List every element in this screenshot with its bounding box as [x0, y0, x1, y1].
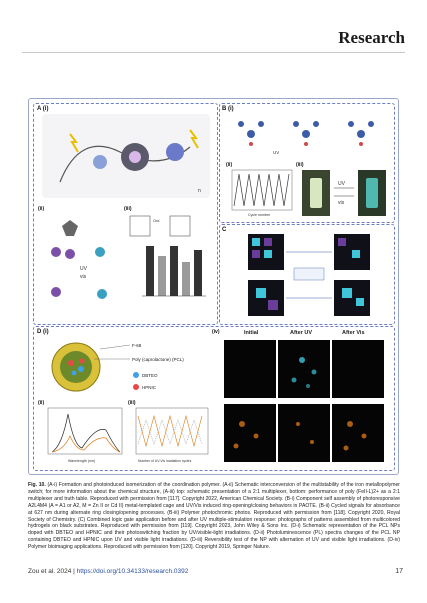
panel-d-iii-label: (iii) — [128, 400, 136, 406]
b-iii-uv-label: UV — [338, 181, 345, 187]
header-rule — [22, 52, 405, 53]
panel-d-label: D (i) — [37, 329, 49, 335]
hpnic-label: HPNIC — [142, 385, 157, 390]
caption-lead: Fig. 10. — [28, 482, 46, 488]
figure-caption — [28, 482, 400, 551]
b-iii-vis-label: vis — [338, 200, 345, 206]
after-uv-label: After UV — [290, 330, 313, 336]
panel-c-label: C — [222, 227, 227, 233]
panel-a-label: A (i) — [37, 106, 49, 112]
panel-d-i-image — [44, 335, 194, 397]
panel-b-i-image — [226, 112, 390, 162]
a-iii-out-label: Out — [153, 218, 160, 223]
panel-b-label: B (i) — [222, 106, 234, 112]
dbteo-label: DBTEO — [142, 373, 158, 378]
a-ii-uv-label: UV — [80, 266, 87, 272]
f68-label: F-68 — [132, 343, 142, 348]
footer-citation — [28, 568, 188, 575]
panel-d-ii-chart — [40, 406, 126, 466]
panel-b-iii-photos — [298, 168, 390, 218]
initial-label: Initial — [244, 330, 259, 336]
panel-d-iv-images — [222, 338, 388, 466]
panel-b-ii-chart — [226, 168, 294, 218]
panel-a-iii-label: (iii) — [124, 206, 132, 212]
doi-link[interactable]: https://doi.org/10.34133/research.0392 — [76, 568, 189, 575]
d-iii-xlabel: Number of UV-Vis irradiation cycles — [138, 459, 192, 463]
a-ii-vis-label: vis — [80, 274, 87, 280]
page-number: 17 — [395, 568, 403, 575]
panel-d-iv-label: (iv) — [212, 329, 220, 335]
caption-text: (A-i) Formation and photoinduced isomerization of the coordination polymer. (A-ii) Schematic interconversion of the multistability of the iron metallopolymer switch; for more information about the chemical structure, (A-iii) top: schematic presentation of a 2:1 multiplexer, bottom: performance of poly (FeII-L)2+ as a 2:1 multiplexer and truth table. Reproduced with permission from [117]. Copyright 2022, American Chemical Society. (B-i) Component self assembly of photoresponsive A2L4M4 (A = A1 or A2, M = Zn II or Cd II) metal-templated cage and UV/Vis induced ring-opening/closing behaviors in PAOTE. (B-ii) Cycled signals for absorbance at 627 nm during alternate ring closing/opening processes. (B-iii) Polymer photochromic photos. Reproduced with permission from [118]. Copyright 2020, Royal Society of Chemistry. (C) Combined logic gate application before and after UV multiple-stimulation response: photographs of patterns assembled from multicolored hydrogels on black substrates. Reproduced with permission from [119]. Copyright 2023, John Wiley & Sons Inc. (D-i) Schematic representation of the PCL NPs doped with DBTEO and HPNIC and their photoswitching fraction by UV/visible-light irradiations. (D-ii) Photoluminescence (PL) spectra changes of the PCL NP containing DBTEO and HPNIC upon UV and visible light irradiations. (D-iii) Reversibility test of the NP with alternation of UV and visible light irradiations. (D-iv) Polymer bioimaging applications. Reproduced with permission from [120]. Copyright 2019, Springer Nature. — [28, 482, 400, 551]
panel-d-ii-label: (ii) — [38, 400, 45, 406]
panel-b-iii-label: (iii) — [296, 162, 304, 168]
b-i-uv-label: UV — [273, 150, 280, 155]
panel-a-i-image — [40, 112, 212, 200]
panel-b-ii-label: (ii) — [226, 162, 233, 168]
panel-a-ii-label: (ii) — [38, 206, 45, 212]
pcl-label: Poly (caprolactone) (PCL) — [132, 357, 184, 362]
journal-title: Research — [338, 28, 405, 47]
panel-a-iii-image — [126, 212, 212, 318]
panel-a-ii-image — [40, 212, 124, 318]
d-ii-xlabel: Wavelength (nm) — [68, 459, 96, 463]
b-ii-xlabel: Cycle number — [248, 213, 271, 217]
footer-authors: Zou et al. 2024 | — [28, 568, 77, 575]
panel-c-image — [228, 232, 390, 320]
after-vis-label: After Vis — [342, 330, 365, 336]
panel-d-iii-chart — [130, 406, 212, 466]
polymer-n-label: n — [198, 188, 201, 194]
